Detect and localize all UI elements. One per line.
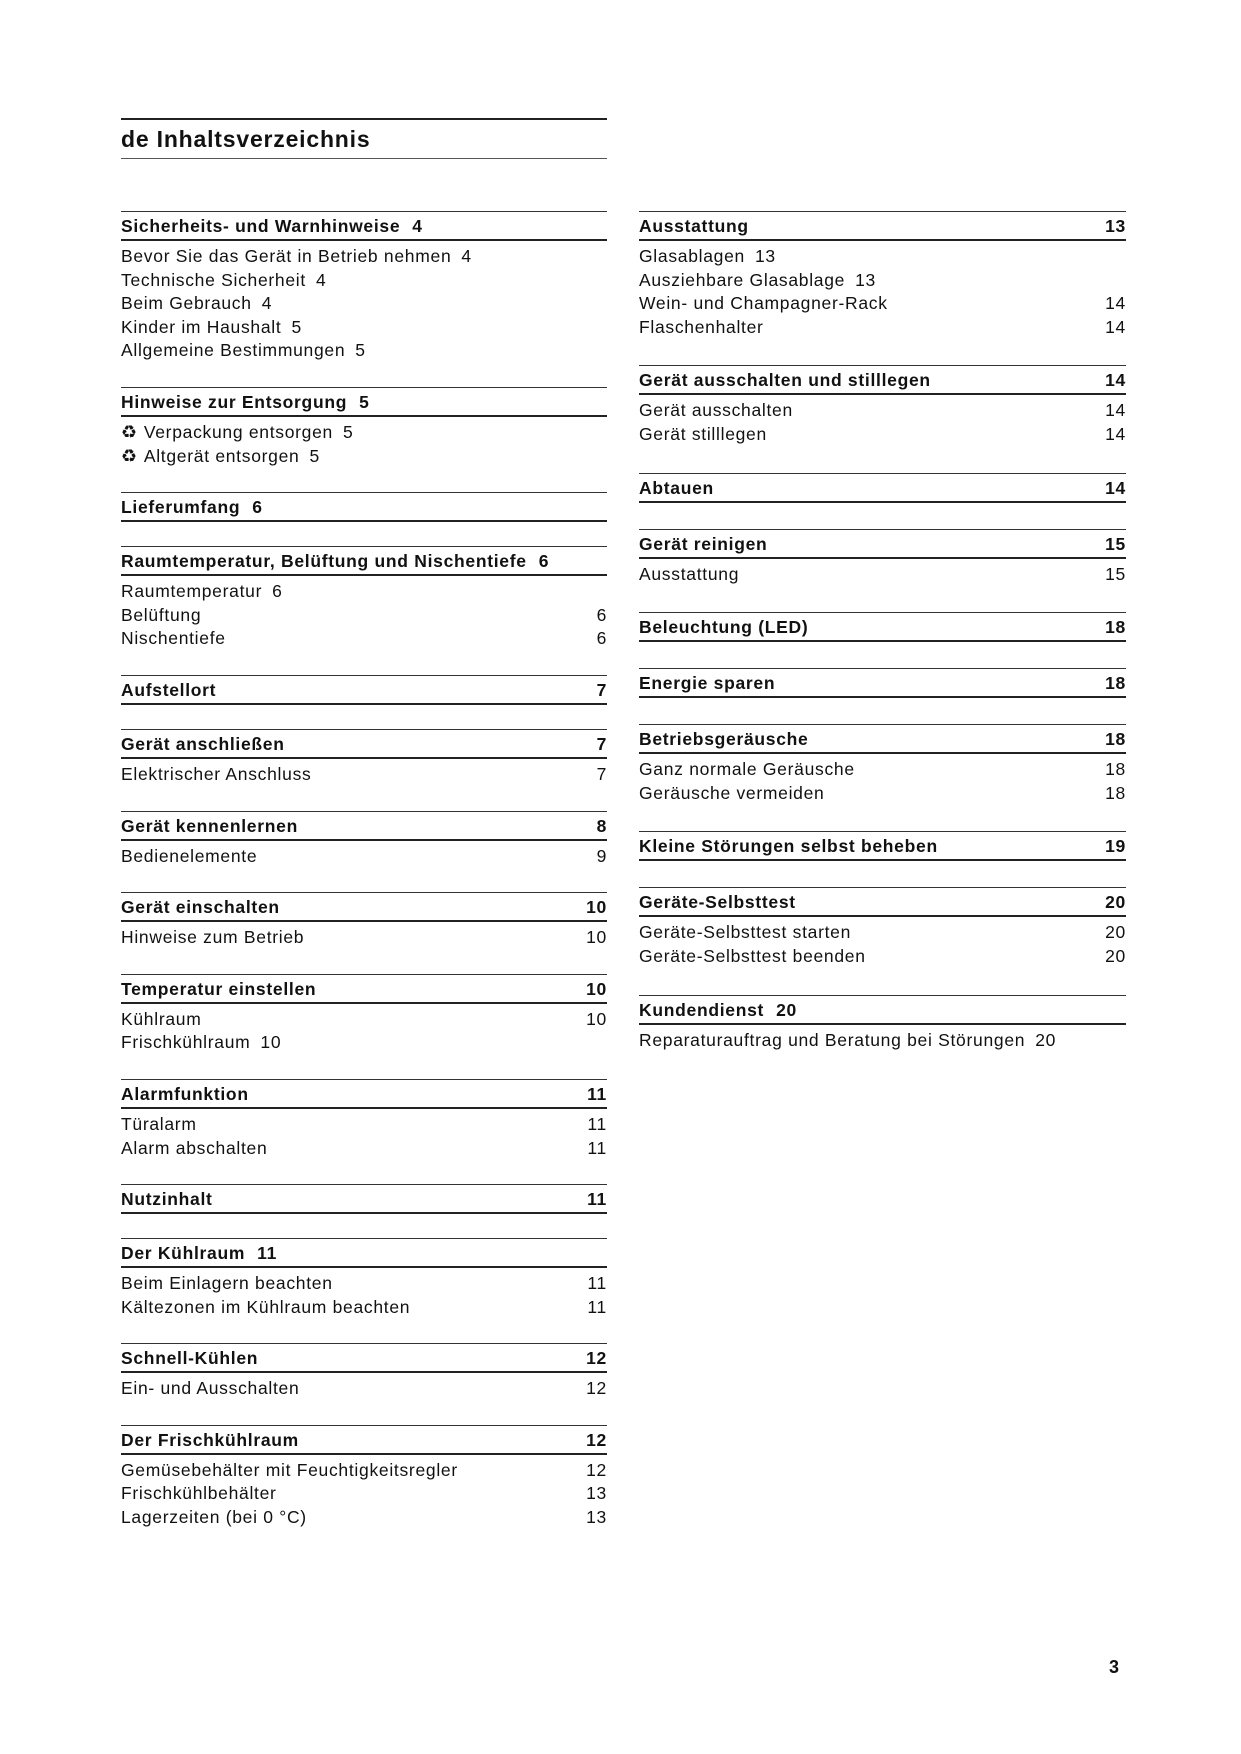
toc-entry[interactable]: Technische Sicherheit 4 (121, 269, 327, 290)
toc-section (639, 211, 1126, 339)
toc-entry[interactable]: Ausstattung 15 (639, 563, 1126, 584)
toc-entry[interactable]: Kinder im Haushalt 5 (121, 316, 302, 337)
toc-entry[interactable]: Ganz normale Geräusche 18 (639, 759, 1126, 780)
toc-entry[interactable]: Hinweise zum Betrieb 10 (121, 927, 607, 948)
toc-section-heading[interactable]: Betriebsgeräusche 18 (639, 724, 1126, 754)
toc-section (639, 887, 1126, 968)
toc-section-heading[interactable]: Hinweise zur Entsorgung 5 (121, 387, 607, 417)
toc-section (121, 811, 607, 869)
toc-section (121, 1425, 607, 1530)
toc-entry[interactable]: Ein- und Ausschalten 12 (121, 1378, 607, 1399)
toc-section (121, 1238, 607, 1319)
toc-entry[interactable]: Belüftung 6 (121, 604, 607, 625)
toc-section-heading[interactable]: Geräte-Selbsttest 20 (639, 887, 1126, 917)
toc-entry[interactable]: Kältezonen im Kühlraum beachten 11 (121, 1296, 607, 1317)
toc-section-heading[interactable]: Sicherheits- und Warnhinweise 4 (121, 211, 607, 241)
toc-entry[interactable]: Gerät ausschalten 14 (639, 400, 1126, 421)
toc-entry[interactable]: Gerät stilllegen 14 (639, 423, 1126, 444)
toc-right-column (639, 211, 1126, 1078)
toc-section (121, 211, 607, 363)
toc-entry[interactable]: Geräte-Selbsttest beenden 20 (639, 945, 1126, 966)
toc-section-heading[interactable]: Lieferumfang 6 (121, 492, 607, 522)
toc-section (121, 974, 607, 1055)
toc-section-heading[interactable]: Kundendienst 20 (639, 995, 1126, 1025)
toc-section-heading[interactable]: Kleine Störungen selbst beheben 19 (639, 831, 1126, 861)
toc-section (639, 612, 1126, 642)
toc-section-heading[interactable]: Alarmfunktion 11 (121, 1079, 607, 1109)
toc-section-heading[interactable]: Gerät einschalten 10 (121, 892, 607, 922)
toc-entry[interactable]: Lagerzeiten (bei 0 °C) 13 (121, 1507, 607, 1528)
toc-entry[interactable]: Geräusche vermeiden 18 (639, 782, 1126, 803)
toc-section-heading[interactable]: Der Frischkühlraum 12 (121, 1425, 607, 1455)
toc-entry[interactable]: Türalarm 11 (121, 1113, 607, 1134)
toc-entry[interactable]: Allgemeine Bestimmungen 5 (121, 340, 366, 361)
toc-section (639, 724, 1126, 805)
toc-entry[interactable]: Kühlraum 10 (121, 1008, 607, 1029)
toc-entry[interactable]: Wein- und Champagner-Rack 14 (639, 293, 1126, 314)
toc-section-heading[interactable]: Beleuchtung (LED) 18 (639, 612, 1126, 642)
toc-section-heading[interactable]: Raumtemperatur, Belüftung und Nischentiefe 6 (121, 546, 607, 576)
toc-section-heading[interactable]: Ausstattung 13 (639, 211, 1126, 241)
toc-section-heading[interactable]: Der Kühlraum 11 (121, 1238, 607, 1268)
toc-section-heading[interactable]: Gerät reinigen 15 (639, 529, 1126, 559)
toc-section (121, 1184, 607, 1214)
toc-entry[interactable]: Nischentiefe 6 (121, 628, 607, 649)
toc-section (121, 387, 607, 468)
toc-section (121, 492, 607, 522)
recycle-icon: ♻ (121, 421, 138, 442)
toc-section-heading[interactable]: Gerät anschließen 7 (121, 729, 607, 759)
toc-section (639, 831, 1126, 861)
toc-entry[interactable]: Reparaturauftrag und Beratung bei Störungen 20 (639, 1029, 1057, 1050)
toc-section (121, 1079, 607, 1160)
toc-entry[interactable]: ♻ Altgerät entsorgen 5 (121, 445, 320, 466)
toc-section (121, 892, 607, 950)
toc-section (639, 473, 1126, 503)
toc-entry[interactable]: Bevor Sie das Gerät in Betrieb nehmen 4 (121, 246, 472, 266)
toc-entry[interactable]: ♻ Verpackung entsorgen 5 (121, 421, 354, 442)
toc-section-heading[interactable]: Temperatur einstellen 10 (121, 974, 607, 1004)
toc-entry[interactable]: Beim Gebrauch 4 (121, 293, 273, 314)
toc-section-heading[interactable]: Gerät ausschalten und stilllegen 14 (639, 365, 1126, 395)
toc-entry[interactable]: Frischkühlbehälter 13 (121, 1483, 607, 1504)
toc-entry[interactable]: Flaschenhalter 14 (639, 316, 1126, 337)
toc-section-heading[interactable]: Aufstellort 7 (121, 675, 607, 705)
toc-entry[interactable]: Geräte-Selbsttest starten 20 (639, 922, 1126, 943)
toc-section (121, 729, 607, 787)
toc-entry[interactable]: Frischkühlraum 10 (121, 1032, 282, 1053)
toc-section (121, 675, 607, 705)
toc-entry[interactable]: Gemüsebehälter mit Feuchtigkeitsregler 12 (121, 1459, 607, 1480)
page-title: de Inhaltsverzeichnis (121, 118, 607, 159)
toc-entry[interactable]: Ausziehbare Glasablage 13 (639, 269, 876, 290)
toc-entry[interactable]: Bedienelemente 9 (121, 845, 607, 866)
toc-section-heading[interactable]: Energie sparen 18 (639, 668, 1126, 698)
toc-section (121, 546, 607, 651)
toc-section-heading[interactable]: Nutzinhalt 11 (121, 1184, 607, 1214)
toc-section (121, 1343, 607, 1401)
toc-left-column (121, 211, 607, 1554)
recycle-icon: ♻ (121, 445, 138, 466)
toc-section (639, 995, 1126, 1053)
page-number: 3 (1109, 1657, 1120, 1677)
toc-section (639, 529, 1126, 587)
toc-section-heading[interactable]: Gerät kennenlernen 8 (121, 811, 607, 841)
toc-section-heading[interactable]: Schnell-Kühlen 12 (121, 1343, 607, 1373)
toc-section-heading[interactable]: Abtauen 14 (639, 473, 1126, 503)
toc-section (639, 668, 1126, 698)
toc-entry[interactable]: Raumtemperatur 6 (121, 581, 283, 602)
toc-entry[interactable]: Glasablagen 13 (639, 246, 776, 266)
toc-entry[interactable]: Elektrischer Anschluss 7 (121, 763, 607, 784)
toc-entry[interactable]: Beim Einlagern beachten 11 (121, 1273, 607, 1294)
toc-entry[interactable]: Alarm abschalten 11 (121, 1137, 607, 1158)
toc-section (639, 365, 1126, 446)
